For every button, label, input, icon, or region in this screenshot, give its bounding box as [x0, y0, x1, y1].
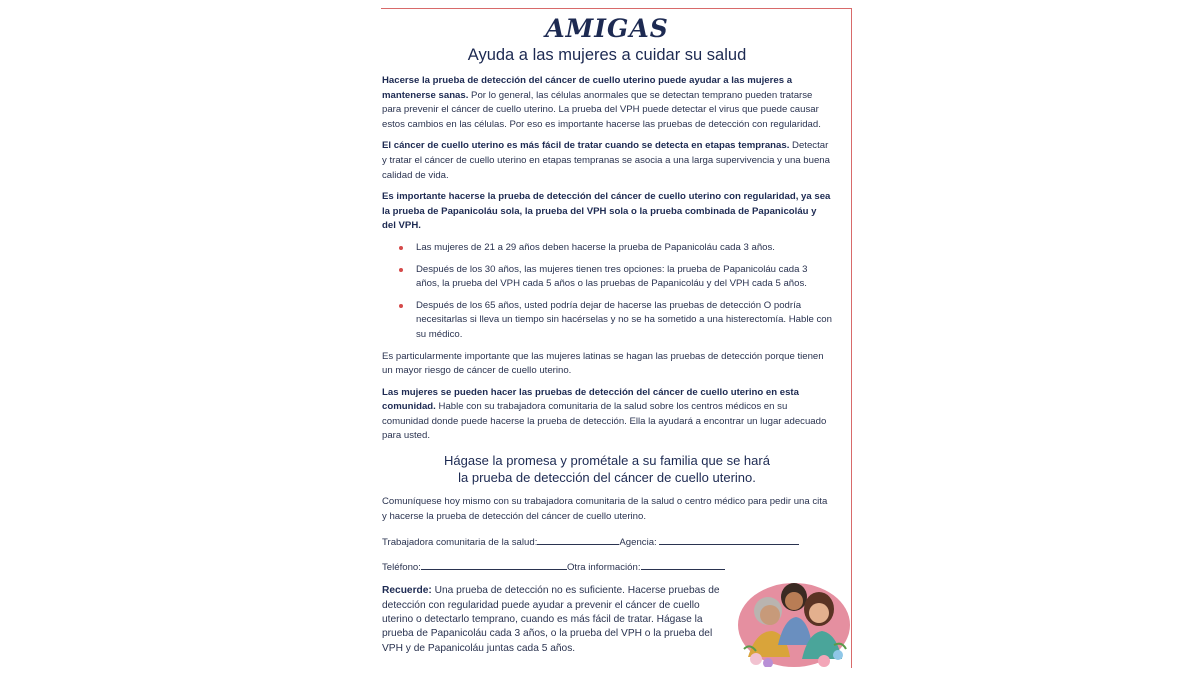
paragraph-screening-text: Por lo general, las células anormales que se detectan temprano pueden tratarse para prevenir el cáncer de cuello uterino. La prueba del VPH puede detectar el virus que puede causar estos cambios en las células. Por eso es importante hacerse las pruebas de detección con regularidad. — [382, 89, 821, 130]
worker-blank-field[interactable] — [537, 534, 619, 545]
paragraph-community-text: Hable con su trabajadora comunitaria de la salud sobre los centros médicos en su comunidad donde puede hacerse la prueba de detección. Ella la ayudará a encontrar un lugar adecuado para usted. — [382, 401, 827, 442]
phone-label: Teléfono: — [382, 562, 421, 574]
other-info-blank-field[interactable] — [641, 559, 725, 570]
remember-text: Una prueba de detección no es suficiente. Hacerse pruebas de detección con regularidad puede ayudar a prevenir el cáncer de cuello uterino o detectarlo temprano, cuando es más fácil de tratar. Hágase la prueba de Papanicoláu cada 3 años, o la prueba del VPH o la prueba del VPH y de Papanicoláu juntas cada 5 años. — [382, 585, 720, 654]
contact-text: Comuníquese hoy mismo con su trabajadora comunitaria de la salud o centro médico para pedir una cita y hacerse la prueba de detección del cáncer de cuello uterino. — [382, 496, 828, 522]
paragraph-latina-risk: Es particularmente importante que las mujeres latinas se hagan las pruebas de detección porque tienen un mayor riesgo de cáncer de cuello uterino. — [382, 350, 824, 377]
paragraph-regular-testing — [382, 190, 832, 234]
page-subtitle: Ayuda a las mujeres a cuidar su salud — [467, 46, 747, 64]
paragraph-community-bold: Las mujeres se pueden hacer las pruebas de detección del cáncer de cuello uterino en esta comunidad. — [382, 386, 799, 413]
agency-label: Agencia: — [619, 537, 657, 549]
promise-heading — [382, 453, 832, 486]
list-item — [416, 263, 832, 292]
list-item-text: Después de los 30 años, las mujeres tienen tres opciones: la prueba de Papanicoláu cada 3 años, la prueba del VPH cada 5 años o las pruebas de Papanicoláu y del VPH cada 5 años. — [416, 263, 808, 290]
paragraph-regular-testing-bold: Es importante hacerse la prueba de detección del cáncer de cuello uterino con regularidad, ya sea la prueba de Papanicoláu sola, la prueba del VPH sola o la prueba combinada de Papanicoláu y del VPH. — [382, 191, 831, 232]
remember-note — [382, 584, 727, 656]
paragraph-early-detection-bold: El cáncer de cuello uterino es más fácil de tratar cuando se detecta en etapas tempranas. — [382, 140, 790, 152]
list-item — [416, 241, 832, 256]
list-item-text: Las mujeres de 21 a 29 años deben hacerse la prueba de Papanicoláu cada 3 años. — [416, 241, 775, 253]
agency-blank-field[interactable] — [659, 534, 799, 545]
paragraph-community — [382, 386, 832, 444]
promise-line-2: la prueba de detección del cáncer de cuello uterino. — [458, 469, 756, 485]
paragraph-early-detection-text: Detectar y tratar el cáncer de cuello uterino en etapas tempranas se asocia a una larga supervivencia y una buena calidad de vida. — [382, 140, 830, 181]
three-women-illustration — [734, 575, 852, 667]
remember-label: Recuerde: — [382, 585, 432, 597]
bullet-dot-icon — [399, 246, 403, 250]
bullet-dot-icon — [399, 304, 403, 308]
paragraph-screening-bold: Hacerse la prueba de detección del cáncer de cuello uterino puede ayudar a las mujeres a mantenerse sanas. — [382, 75, 793, 101]
worker-label: Trabajadora comunitaria de la salud: — [382, 537, 538, 549]
promise-line-1: Hágase la promesa y prométale a su familia que se hará — [444, 453, 770, 469]
brand-title: AMIGAS — [545, 14, 669, 43]
other-info-label: Otra información: — [566, 562, 641, 574]
flyer-page — [381, 8, 852, 668]
phone-blank-field[interactable] — [421, 559, 567, 570]
age-guidelines-list — [382, 241, 832, 343]
list-item-text: Después de los 65 años, usted podría dejar de hacerse las pruebas de detección O podría necesitarlas si lleva un tiempo sin hacérselas y no se ha sometido a una histerectomía. Hable con su médico. — [416, 299, 832, 340]
list-item — [416, 299, 832, 343]
paragraph-early-detection — [382, 139, 832, 183]
worker-agency-fields — [382, 534, 832, 550]
flyer-content — [382, 9, 832, 656]
phone-other-fields — [382, 559, 832, 575]
bullet-dot-icon — [399, 268, 403, 272]
paragraph-screening — [382, 74, 832, 132]
